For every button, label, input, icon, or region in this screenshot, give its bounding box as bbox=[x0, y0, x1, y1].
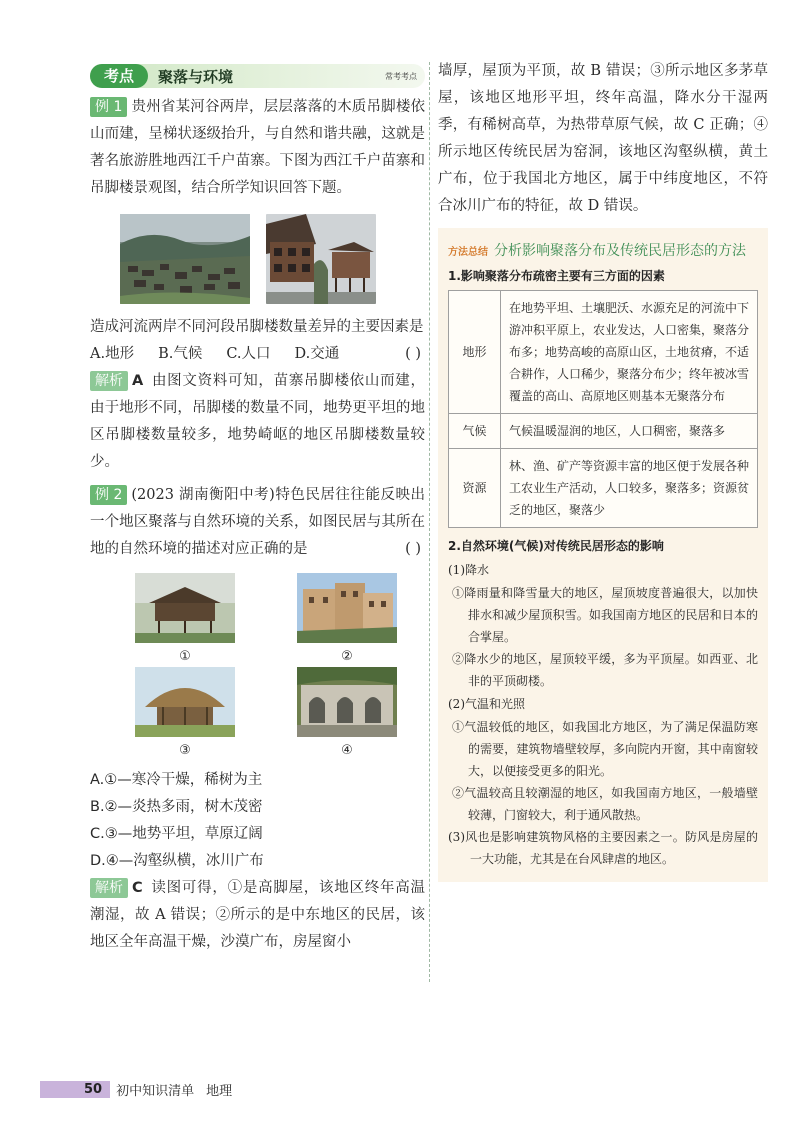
photo-cell-2: ② bbox=[290, 573, 404, 667]
factor-desc: 气候温暖湿润的地区，人口稠密，聚落多 bbox=[501, 414, 758, 449]
subject-label: 地理 bbox=[206, 1084, 233, 1099]
stilt-house-photo-1 bbox=[135, 573, 235, 643]
book-title: 初中知识清单 bbox=[116, 1084, 195, 1099]
example2-analysis-right: 墙厚，屋顶为平顶，故 B 错误；③所示地区多茅草屋，该地区地形平坦，终年高温，降水分干湿两季，有稀树高草，为热带草原气候，故 C 正确；④所示地区传统民居为窑洞，该地区沟壑纵横，黄土广布，位于我国北方地区，属于中纬度地区，不符合冰川广布的特征，故 D 错误。 bbox=[438, 63, 768, 214]
list-item: ②气温较高且较潮湿的地区，如我国南方地区，一般墙壁较薄，门窗较大，利于通风散热。 bbox=[452, 786, 758, 822]
cave-dwelling-photo bbox=[297, 667, 397, 737]
answer-letter: C bbox=[132, 880, 143, 896]
photo-cell-4: ④ bbox=[290, 667, 404, 761]
method-summary-box bbox=[438, 228, 768, 882]
miao-village-photo bbox=[120, 214, 250, 304]
example2-text: (2023 湖南衡阳中考)特色民居往往能反映出一个地区聚落与自然环境的关系，如图民居与其所在地的自然环境的描述对应正确的是 bbox=[90, 487, 425, 557]
factor-desc: 林、渔、矿产等资源丰富的地区便于发展各种工农业生产活动，人口较多，聚落多；资源贫乏的地区，聚落少 bbox=[501, 449, 758, 528]
example1-stem bbox=[90, 94, 425, 202]
option-b: B.气候 bbox=[158, 346, 203, 362]
topic-header bbox=[90, 64, 425, 88]
topic-tag: 考点 bbox=[90, 64, 148, 88]
list-item: (3)风也是影响建筑物风格的主要因素之一。防风是房屋的一大功能，尤其是在台风肆虐的地区。 bbox=[448, 830, 758, 866]
factor-key: 地形 bbox=[449, 291, 501, 414]
option-c: C.③—地势平坦，草原辽阔 bbox=[90, 826, 263, 842]
topic-note: 常考考点 bbox=[385, 71, 417, 81]
example1-tag: 例 1 bbox=[90, 97, 127, 117]
flat-roof-house-photo bbox=[297, 573, 397, 643]
stilt-house-photo bbox=[266, 214, 376, 304]
example2-options bbox=[90, 767, 425, 875]
method-tag: 方法总结 bbox=[448, 247, 488, 258]
example1-question: 造成河流两岸不同河段吊脚楼数量差异的主要因素是 ( ) bbox=[90, 314, 425, 341]
table-row bbox=[449, 449, 758, 528]
analysis-tag: 解析 bbox=[90, 371, 128, 391]
option-c: C.人口 bbox=[226, 346, 271, 362]
answer-paren: ( ) bbox=[405, 541, 421, 557]
page-footer bbox=[40, 1080, 232, 1099]
section-title-1: 1.影响聚落分布疏密主要有三方面的因素 bbox=[448, 269, 665, 283]
subsection-precipitation: (1)降水 bbox=[448, 563, 489, 577]
example2-analysis-left: 解析 C 读图可得，①是高脚屋，该地区终年高温潮湿，故 A 错误；②所示的是中东地区的民居，该地区全年高温干燥，沙漠广布，房屋窗小 bbox=[90, 880, 425, 950]
example2-photos bbox=[128, 573, 425, 761]
option-a: A.①—寒冷干燥，稀树为主 bbox=[90, 772, 263, 788]
list-item: ①气温较低的地区，如我国北方地区，为了满足保温防寒的需要，建筑物墙壁较厚，多向院内开窗，其中南窗较大，以便接受更多的阳光。 bbox=[452, 720, 758, 778]
method-header bbox=[448, 240, 758, 264]
example1-analysis: 解析 A 由图文资料可知，苗寨吊脚楼依山而建，由于地形不同，吊脚楼的数量不同，地势更平坦的地区吊脚楼数量较多，地势崎岖的地区吊脚楼数量较少。 bbox=[90, 373, 425, 470]
photo-cell-3: ③ bbox=[128, 667, 242, 761]
column-divider bbox=[429, 62, 430, 982]
table-row bbox=[449, 414, 758, 449]
topic-title: 聚落与环境 bbox=[158, 67, 234, 86]
right-column bbox=[438, 58, 768, 882]
factors-table bbox=[448, 290, 758, 528]
method-title: 分析影响聚落分布及传统民居形态的方法 bbox=[494, 243, 746, 259]
example1-text: 贵州省某河谷两岸，层层落落的木质吊脚楼依山而建，呈梯状逐级抬升，与自然和谐共融，这就是著名旅游胜地西江千户苗寨。下图为西江千户苗寨和吊脚楼景观图，结合所学知识回答下题。 bbox=[90, 99, 425, 196]
subsection-temperature: (2)气温和光照 bbox=[448, 697, 525, 711]
page-number: 50 bbox=[40, 1081, 110, 1098]
example1-options bbox=[90, 341, 405, 368]
example2-tag: 例 2 bbox=[90, 485, 127, 505]
option-d: D.④—沟壑纵横，冰川广布 bbox=[90, 853, 264, 869]
option-b: B.②—炎热多雨，树木茂密 bbox=[90, 799, 263, 815]
option-a: A.地形 bbox=[90, 346, 135, 362]
factor-key: 气候 bbox=[449, 414, 501, 449]
table-row bbox=[449, 291, 758, 414]
photo-cell-1: ① bbox=[128, 573, 242, 667]
section-title-2: 2.自然环境(气候)对传统民居形态的影响 bbox=[448, 539, 664, 553]
list-item: ②降水少的地区，屋顶较平缓，多为平顶屋。如西亚、北非的平顶砌楼。 bbox=[452, 652, 758, 688]
example1-photos bbox=[120, 214, 425, 304]
answer-letter: A bbox=[132, 373, 144, 389]
analysis-tag: 解析 bbox=[90, 878, 128, 898]
list-item: ①降雨量和降雪量大的地区，屋顶坡度普遍很大，以加快排水和减少屋顶积雪。如我国南方地区的民居和日本的合掌屋。 bbox=[452, 586, 758, 644]
thatched-hut-photo bbox=[135, 667, 235, 737]
answer-paren: ( ) bbox=[405, 346, 421, 362]
example2-stem bbox=[90, 482, 425, 563]
factor-desc: 在地势平坦、土壤肥沃、水源充足的河流中下游冲积平原上，农业发达，人口密集，聚落分布多；地势高峻的高原山区，土地贫瘠，不适合耕作，人口稀少，聚落分布少；终年被冰雪覆盖的高山、高原地区则基本无聚落分布 bbox=[501, 291, 758, 414]
option-d: D.交通 bbox=[294, 346, 340, 362]
left-column bbox=[90, 64, 425, 956]
factor-key: 资源 bbox=[449, 449, 501, 528]
